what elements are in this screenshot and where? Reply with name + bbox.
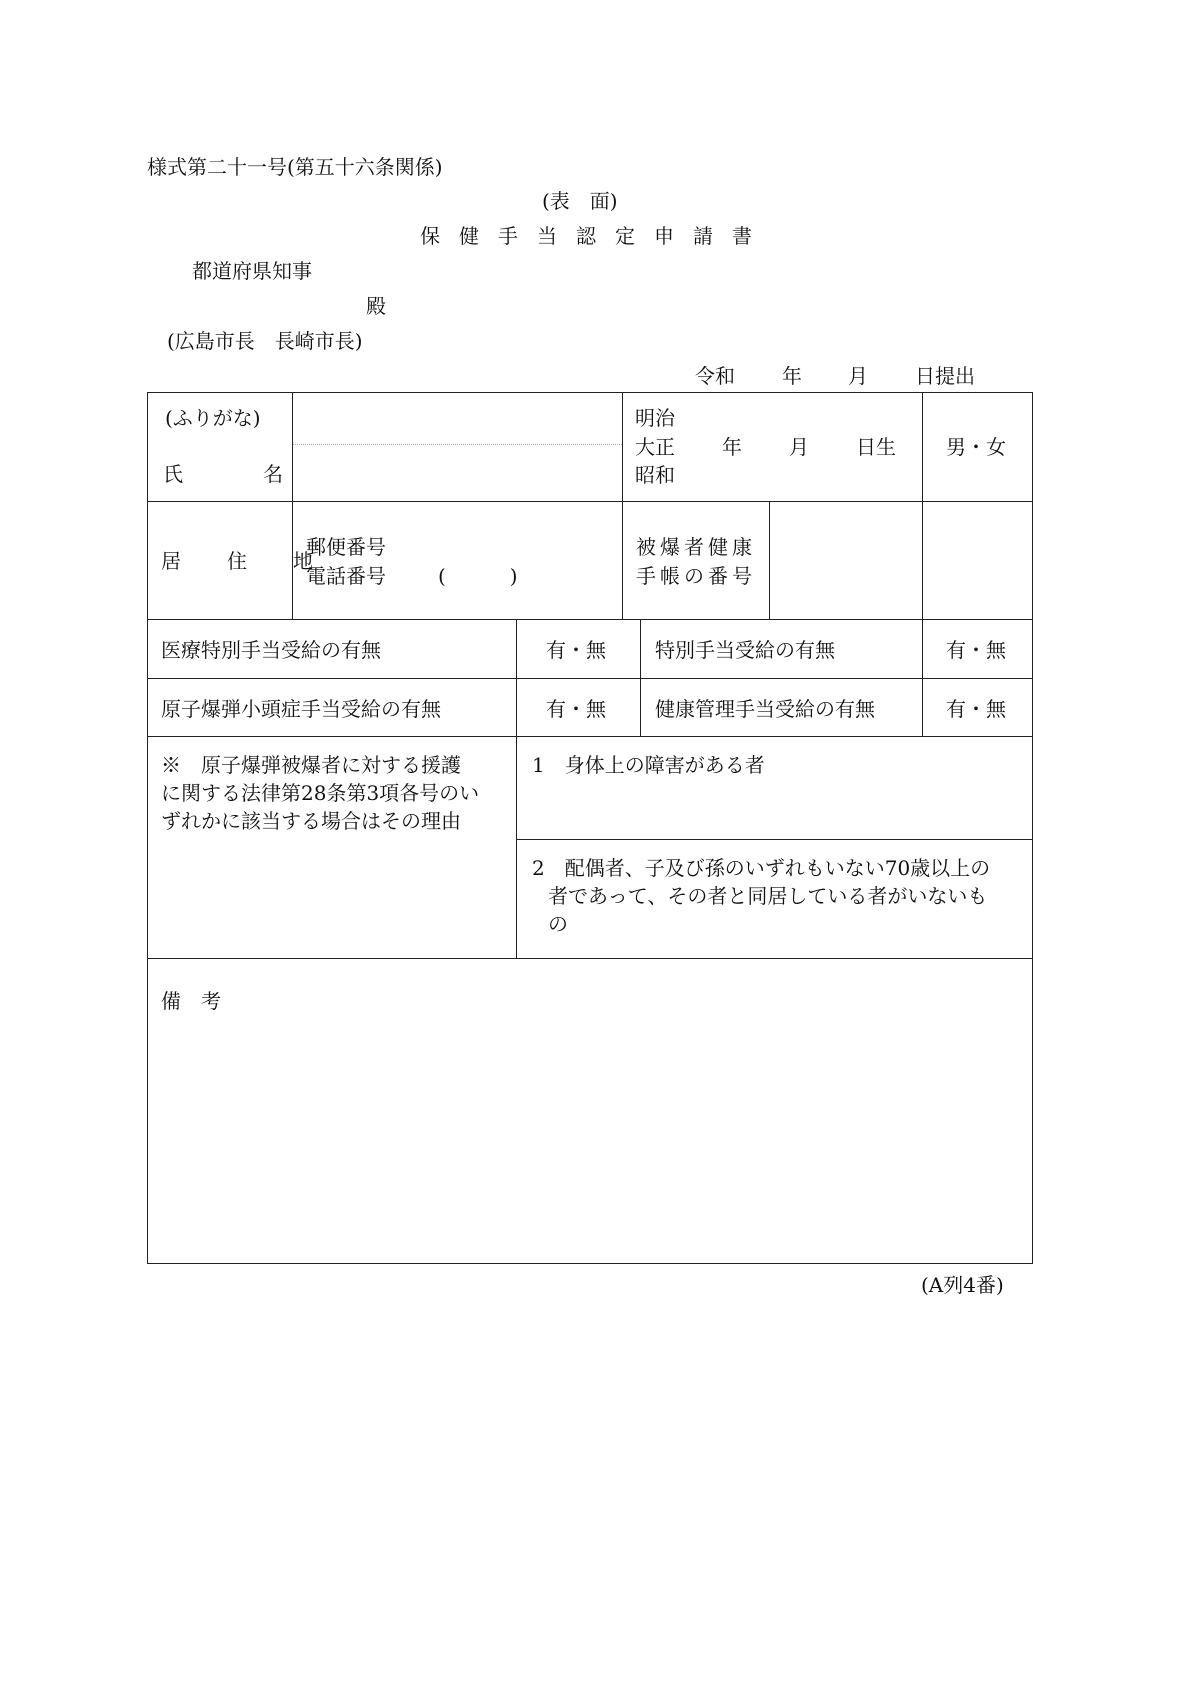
form-title: 保健手当認定申請書 (420, 224, 771, 248)
reason-item-2-line3: の (548, 912, 568, 936)
reason-label-line2: に関する法律第28条第3項各号のい (161, 781, 480, 805)
date-month-label: 月 (848, 364, 868, 388)
remarks-label: 備 考 (161, 989, 221, 1013)
side-label: (表 面) (542, 189, 618, 213)
medical-allowance-option[interactable]: 有・無 (546, 638, 606, 662)
divider (769, 501, 770, 619)
date-era: 令和 (695, 364, 735, 388)
phone-parens: ( ) (438, 564, 526, 588)
date-year-label: 年 (782, 364, 802, 388)
sex-option[interactable]: 男・女 (946, 435, 1006, 459)
form-number: 様式第二十一号(第五十六条関係) (147, 155, 443, 179)
phone-label: 電話番号 (306, 564, 386, 588)
addressee-honorific: 殿 (366, 294, 386, 318)
divider (922, 392, 923, 619)
reason-item-2-line1[interactable]: 2 配偶者、子及び孫のいずれもいない70歳以上の (532, 856, 991, 880)
microcephaly-allowance-label: 原子爆弾小頭症手当受給の有無 (161, 697, 441, 721)
medical-allowance-label: 医療特別手当受給の有無 (161, 638, 381, 662)
date-day-label: 日提出 (915, 364, 975, 388)
furigana-label: (ふりがな) (165, 406, 261, 430)
birth-day-label: 日生 (856, 435, 896, 459)
divider (147, 501, 1033, 502)
special-allowance-label: 特別手当受給の有無 (655, 638, 835, 662)
health-mgmt-allowance-option[interactable]: 有・無 (946, 697, 1006, 721)
divider (516, 619, 517, 958)
divider (516, 839, 1033, 840)
divider (147, 619, 1033, 620)
era-taisho: 大正 (635, 435, 675, 459)
microcephaly-allowance-option[interactable]: 有・無 (546, 697, 606, 721)
notebook-label-line2: 手帳の番号 (636, 564, 756, 588)
divider (147, 736, 1033, 737)
name-input-area[interactable] (293, 393, 622, 501)
special-allowance-option[interactable]: 有・無 (946, 638, 1006, 662)
reason-label-line3: ずれかに該当する場合はその理由 (161, 809, 461, 833)
divider (147, 678, 1033, 679)
divider (922, 619, 923, 736)
birth-year-label: 年 (722, 435, 742, 459)
postal-code-label: 郵便番号 (306, 535, 386, 559)
reason-label-line1: ※ 原子爆弾被爆者に対する援護 (161, 753, 461, 777)
divider (147, 958, 1033, 959)
paper-size-note: (A列4番) (921, 1273, 1004, 1297)
addressee-mayors: (広島市長 長崎市長) (167, 329, 363, 353)
notebook-label-line1: 被爆者健康 (636, 535, 756, 559)
era-showa: 昭和 (635, 463, 675, 487)
addressee-governor: 都道府県知事 (192, 259, 312, 283)
divider (622, 392, 623, 619)
reason-item-1[interactable]: 1 身体上の障害がある者 (532, 753, 765, 777)
era-meiji: 明治 (635, 406, 675, 430)
birth-month-label: 月 (789, 435, 809, 459)
notebook-number-input[interactable] (771, 503, 921, 618)
reason-item-2-line2: 者であって、その者と同居している者がいないも (548, 884, 988, 908)
remarks-input-area[interactable] (149, 1020, 1031, 1262)
address-label: 居 住 地 (161, 549, 326, 573)
name-label: 氏 名 (163, 462, 283, 486)
divider (640, 619, 641, 736)
health-mgmt-allowance-label: 健康管理手当受給の有無 (655, 697, 875, 721)
